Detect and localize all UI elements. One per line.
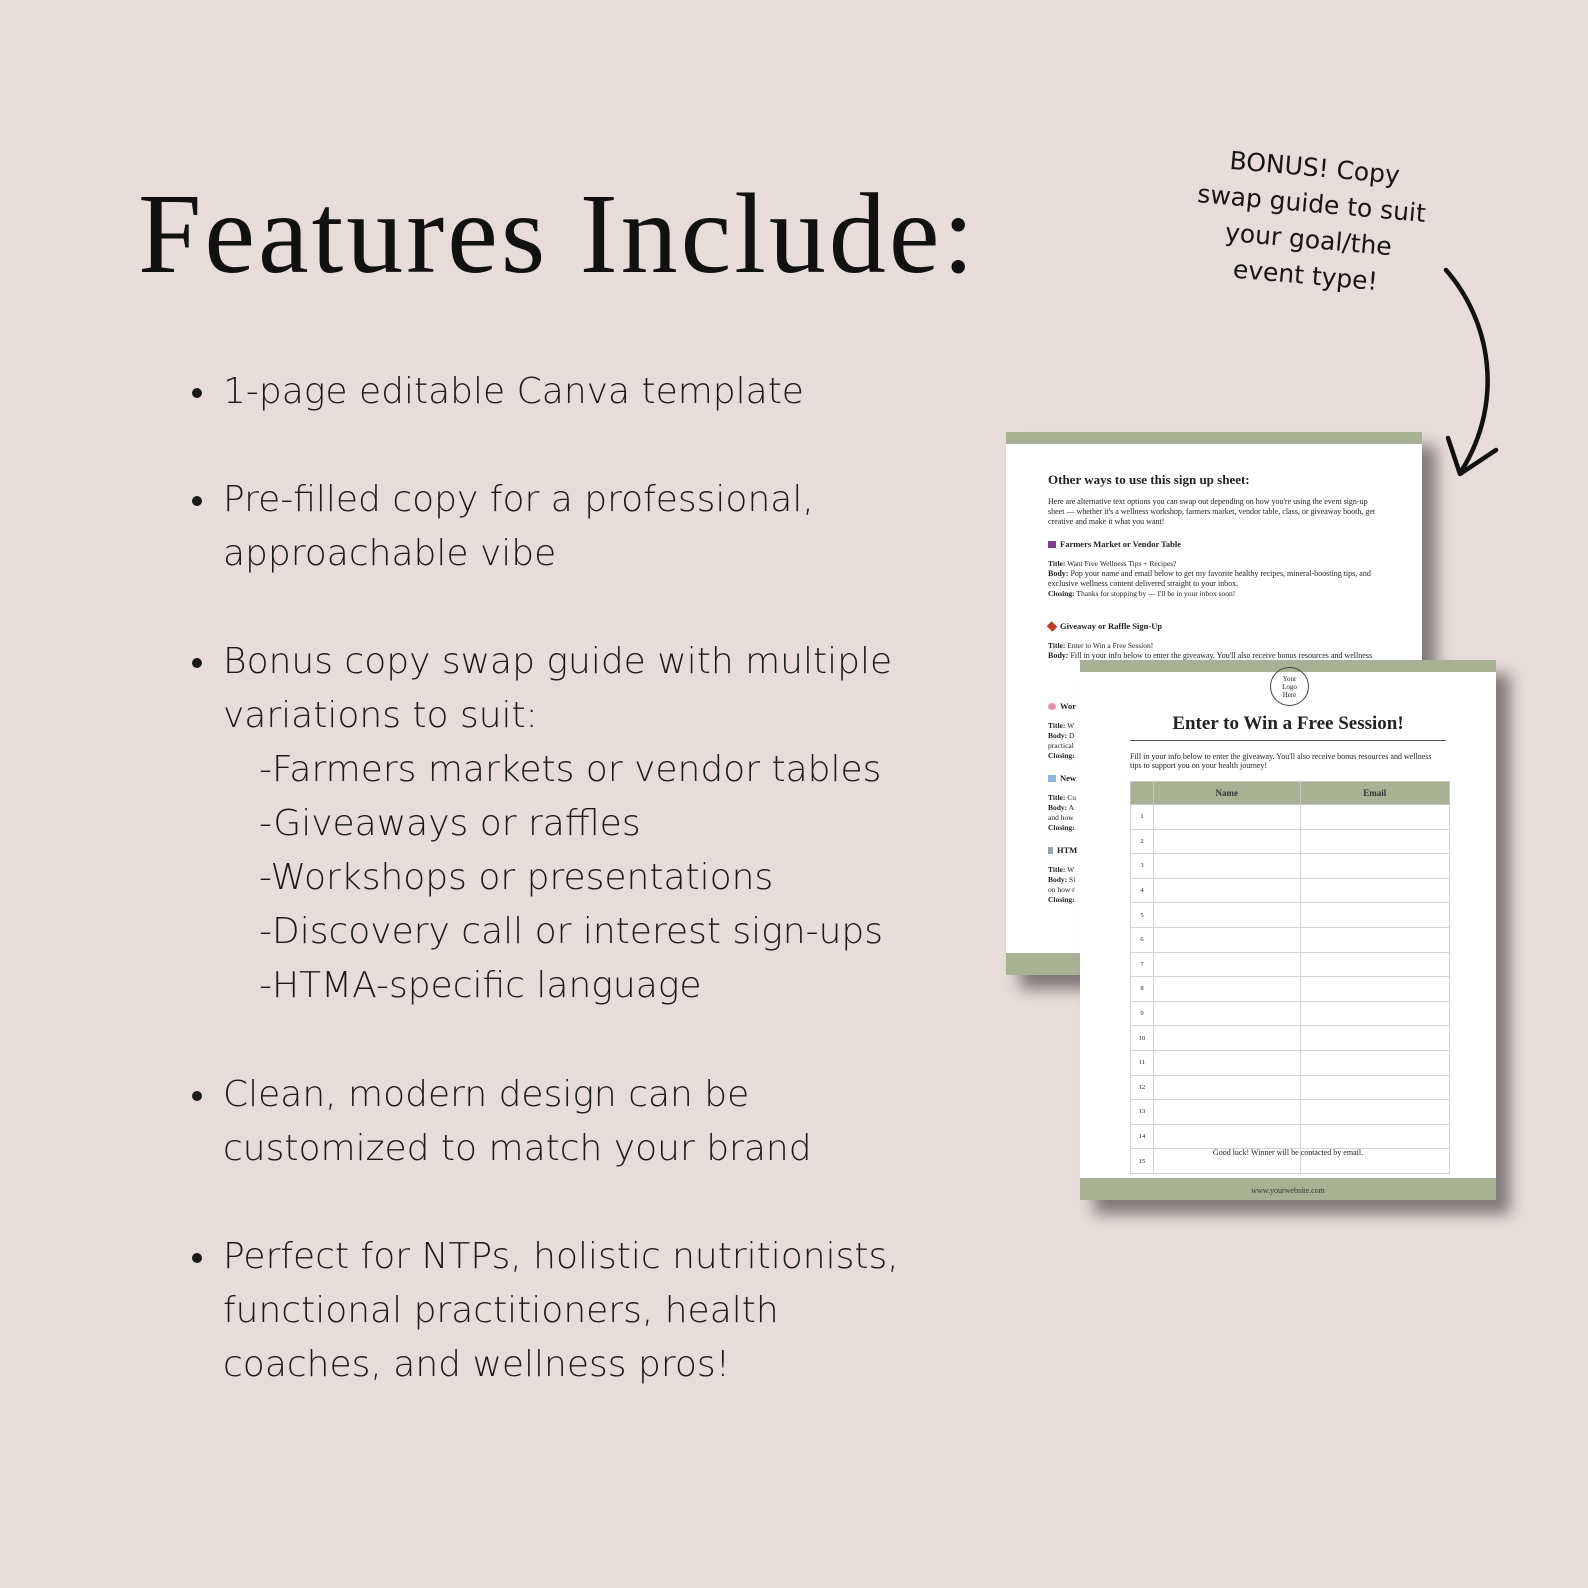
row-number: 3 [1131, 854, 1154, 879]
gift-icon [1047, 621, 1058, 632]
guide-line: Body: D [1048, 731, 1075, 740]
signup-sheet-page [1080, 660, 1496, 1200]
guide-line: Title: Enter to Win a Free Session! [1048, 641, 1154, 650]
feature-item-template [192, 365, 982, 419]
good-luck-note: Good luck! Winner will be contacted by email. [1212, 1148, 1364, 1157]
logo-placeholder: Your Logo Here [1270, 667, 1309, 706]
name-cell [1154, 1124, 1301, 1149]
email-cell [1300, 952, 1449, 977]
table-row [1131, 952, 1450, 977]
name-cell [1154, 1050, 1301, 1075]
table-row [1131, 1124, 1450, 1149]
row-number: 6 [1131, 927, 1154, 952]
books-icon [1048, 541, 1056, 548]
feature-text: functional practitioners, health [223, 1290, 779, 1331]
row-number: 4 [1131, 878, 1154, 903]
feature-text: approachable vibe [223, 533, 557, 574]
feature-subitem: -HTMA-specific language [259, 965, 702, 1006]
row-number: 11 [1131, 1050, 1154, 1075]
email-cell [1300, 854, 1449, 879]
guide-heading: Other ways to use this sign up sheet: [1048, 472, 1250, 487]
email-cell [1300, 1100, 1449, 1125]
email-cell [1300, 1001, 1449, 1026]
name-cell [1154, 1100, 1301, 1125]
name-cell [1154, 977, 1301, 1002]
email-cell [1300, 1075, 1449, 1100]
email-cell [1300, 829, 1449, 854]
name-cell [1154, 805, 1301, 830]
page-top-band [1006, 432, 1422, 444]
guide-line: Closing: [1048, 751, 1075, 760]
signup-intro: Fill in your info below to enter the giveaway. You'll also receive bonus resources and wellness tips to support you on your health journey! [1130, 752, 1432, 770]
feature-item-bonus-guide [192, 635, 982, 1013]
guide-line: Body: Fill in your info below to enter the giveaway. You'll also receive bonus resources and wellness [1048, 651, 1372, 660]
feature-text: Clean, modern design can be [223, 1074, 750, 1115]
name-cell [1154, 854, 1301, 879]
guide-line: and how [1048, 813, 1074, 822]
bullet-dot-icon [192, 1253, 202, 1263]
test-tube-icon [1048, 847, 1053, 854]
name-cell [1154, 829, 1301, 854]
bullet-dot-icon [192, 658, 202, 668]
feature-text: customized to match your brand [223, 1128, 812, 1169]
bullet-dot-icon [192, 1091, 202, 1101]
table-row [1131, 977, 1450, 1002]
feature-text: 1-page editable Canva template [223, 371, 804, 412]
guide-line: Closing: Thanks for stopping by — I'll be in your inbox soon! [1048, 589, 1236, 598]
guide-line: Title: W [1048, 721, 1075, 730]
brain-icon [1048, 703, 1056, 710]
guide-section-title: HTM [1048, 845, 1378, 855]
bonus-callout-line: event type! [1231, 254, 1379, 297]
guide-line: Title: W [1048, 865, 1075, 874]
table-row [1131, 927, 1450, 952]
guide-line: on how r [1048, 885, 1075, 894]
feature-subitem: -Workshops or presentations [259, 857, 774, 898]
table-row [1131, 1075, 1450, 1100]
table-row [1131, 829, 1450, 854]
name-cell [1154, 878, 1301, 903]
guide-line: Closing: [1048, 895, 1075, 904]
guide-section-title: Farmers Market or Vendor Table [1048, 539, 1378, 549]
guide-line: Body: Si [1048, 875, 1076, 884]
signup-table [1130, 781, 1450, 1174]
feature-subitem: -Discovery call or interest sign-ups [259, 911, 884, 952]
website-url: www.yourwebsite.com [1251, 1186, 1325, 1195]
guide-section-title: New [1048, 773, 1378, 783]
bonus-callout-line: BONUS! Copy [1228, 145, 1402, 190]
guide-line: Body: Pop your name and email below to get my favorite healthy recipes, mineral-boosting tips, and exclusive wellness content delivered straight to your inbox. [1048, 569, 1371, 588]
bonus-callout [1174, 139, 1446, 305]
email-cell [1300, 1050, 1449, 1075]
row-number: 1 [1131, 805, 1154, 830]
name-cell [1154, 903, 1301, 928]
name-cell [1154, 927, 1301, 952]
row-number: 8 [1131, 977, 1154, 1002]
signup-heading: Enter to Win a Free Session! [1172, 713, 1404, 734]
table-row [1131, 1100, 1450, 1125]
name-cell [1154, 952, 1301, 977]
feature-text: Bonus copy swap guide with multiple [223, 641, 893, 682]
table-row [1131, 878, 1450, 903]
email-cell [1300, 903, 1449, 928]
email-cell [1300, 1026, 1449, 1051]
guide-section-title: Giveaway or Raffle Sign-Up [1048, 621, 1378, 631]
email-cell [1300, 977, 1449, 1002]
bullet-dot-icon [192, 388, 202, 398]
row-number: 5 [1131, 903, 1154, 928]
table-header-email: Email [1300, 782, 1449, 805]
row-number: 15 [1131, 1149, 1154, 1174]
bonus-callout-line: swap guide to suit [1196, 179, 1428, 228]
row-number: 14 [1131, 1124, 1154, 1149]
row-number: 12 [1131, 1075, 1154, 1100]
table-header-number [1131, 782, 1154, 805]
row-number: 9 [1131, 1001, 1154, 1026]
curved-arrow-icon [1410, 260, 1510, 490]
guide-line: Body: A [1048, 803, 1075, 812]
bullet-dot-icon [192, 496, 202, 506]
feature-item-clean-design [192, 1068, 982, 1176]
table-row [1131, 903, 1450, 928]
table-row [1131, 1026, 1450, 1051]
feature-text: variations to suit: [223, 695, 538, 736]
table-row [1131, 854, 1450, 879]
row-number: 2 [1131, 829, 1154, 854]
page-title: Features Include: [138, 170, 978, 297]
bonus-callout-line: your goal/the [1223, 217, 1393, 262]
feature-subitem: -Farmers markets or vendor tables [259, 749, 882, 790]
guide-line: Title: Cu [1048, 793, 1076, 802]
guide-intro: Here are alternative text options you can swap out depending on how you're using the event sign-up sheet — whether it's a wellness workshop, farmers market, vendor table, class, or giveaway booth, get creative and make it what you want! [1048, 497, 1376, 526]
table-row [1131, 1001, 1450, 1026]
email-cell [1300, 805, 1449, 830]
email-cell [1300, 1124, 1449, 1149]
heading-divider [1130, 740, 1446, 741]
guide-line: Title: Want Free Wellness Tips + Recipes? [1048, 559, 1177, 568]
feature-item-prefilled-copy [192, 473, 982, 581]
row-number: 7 [1131, 952, 1154, 977]
table-row [1131, 805, 1450, 830]
guide-section-title: Wor [1048, 701, 1378, 711]
email-cell [1300, 878, 1449, 903]
row-number: 10 [1131, 1026, 1154, 1051]
feature-item-audience [192, 1230, 982, 1392]
chat-icon [1048, 775, 1056, 782]
table-row [1131, 1050, 1450, 1075]
feature-text: Perfect for NTPs, holistic nutritionists, [223, 1236, 899, 1277]
name-cell [1154, 1026, 1301, 1051]
name-cell [1154, 1075, 1301, 1100]
table-header-name: Name [1154, 782, 1301, 805]
feature-text: Pre-filled copy for a professional, [223, 479, 814, 520]
guide-line: Closing: [1048, 823, 1075, 832]
email-cell [1300, 927, 1449, 952]
name-cell [1154, 1001, 1301, 1026]
guide-line: practical [1048, 741, 1074, 750]
feature-text: coaches, and wellness pros! [223, 1344, 731, 1385]
row-number: 13 [1131, 1100, 1154, 1125]
feature-subitem: -Giveaways or raffles [259, 803, 641, 844]
